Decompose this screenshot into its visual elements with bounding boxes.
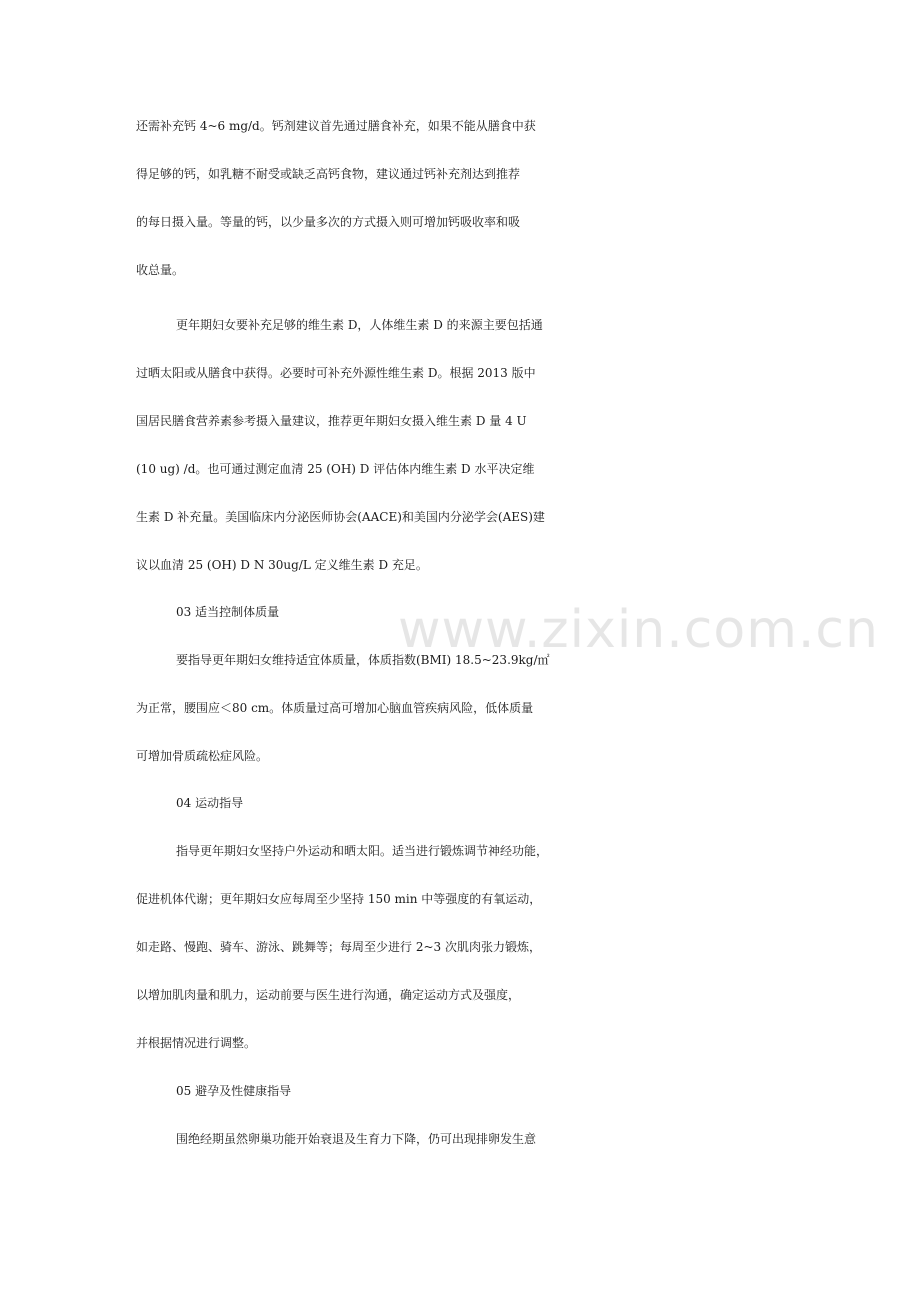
paragraph-line: 过晒太阳或从膳食中获得。必要时可补充外源性维生素 D。根据 2013 版中	[136, 366, 536, 380]
watermark: www.zixin.com.cn	[398, 600, 879, 660]
paragraph-line: 可增加骨质疏松症风险。	[136, 749, 269, 763]
paragraph-line: 如走路、慢跑、骑车、游泳、跳舞等；每周至少进行 2~3 次肌肉张力锻炼，	[136, 940, 541, 954]
paragraph-line: 还需补充钙 4~6 mg/d。钙剂建议首先通过膳食补充，如果不能从膳食中获	[136, 119, 536, 133]
paragraph-line: 国居民膳食营养素参考摄入量建议，推荐更年期妇女摄入维生素 D 量 4 U	[136, 414, 527, 428]
paragraph-line: 并根据情况进行调整。	[136, 1036, 257, 1050]
paragraph-line: 要指导更年期妇女维持适宜体质量，体质指数(BMI) 18.5~23.9kg/㎡	[176, 653, 550, 667]
section-heading: 03 适当控制体质量	[176, 605, 280, 619]
paragraph-line: 收总量。	[136, 263, 185, 277]
paragraph-line: 指导更年期妇女坚持户外运动和晒太阳。适当进行锻炼调节神经功能，	[176, 844, 549, 858]
paragraph-line: 更年期妇女要补充足够的维生素 D，人体维生素 D 的来源主要包括通	[176, 318, 543, 332]
section-heading: 04 运动指导	[176, 796, 244, 810]
paragraph-line: 围绝经期虽然卵巢功能开始衰退及生育力下降，仍可出现排卵发生意	[176, 1132, 537, 1146]
paragraph-line: 为正常，腰围应＜80 cm。体质量过高可增加心脑血管疾病风险，低体质量	[136, 701, 534, 715]
section-heading: 05 避孕及性健康指导	[176, 1084, 292, 1098]
paragraph-line: 生素 D 补充量。美国临床内分泌医师协会(AACE)和美国内分泌学会(AES)建	[136, 510, 545, 524]
paragraph-line: 促进机体代谢；更年期妇女应每周至少坚持 150 min 中等强度的有氧运动，	[136, 892, 542, 906]
paragraph-line: 议以血清 25 (OH) D N 30ug/L 定义维生素 D 充足。	[136, 558, 428, 572]
paragraph-line: 以增加肌肉量和肌力，运动前要与医生进行沟通，确定运动方式及强度，	[136, 988, 521, 1002]
paragraph-line: (10 ug) /d。也可通过测定血清 25 (OH) D 评估体内维生素 D 水平决定维	[136, 462, 535, 476]
paragraph-line: 得足够的钙，如乳糖不耐受或缺乏高钙食物，建议通过钙补充剂达到推荐	[136, 167, 521, 181]
paragraph-line: 的每日摄入量。等量的钙，以少量多次的方式摄入则可增加钙吸收率和吸	[136, 215, 521, 229]
